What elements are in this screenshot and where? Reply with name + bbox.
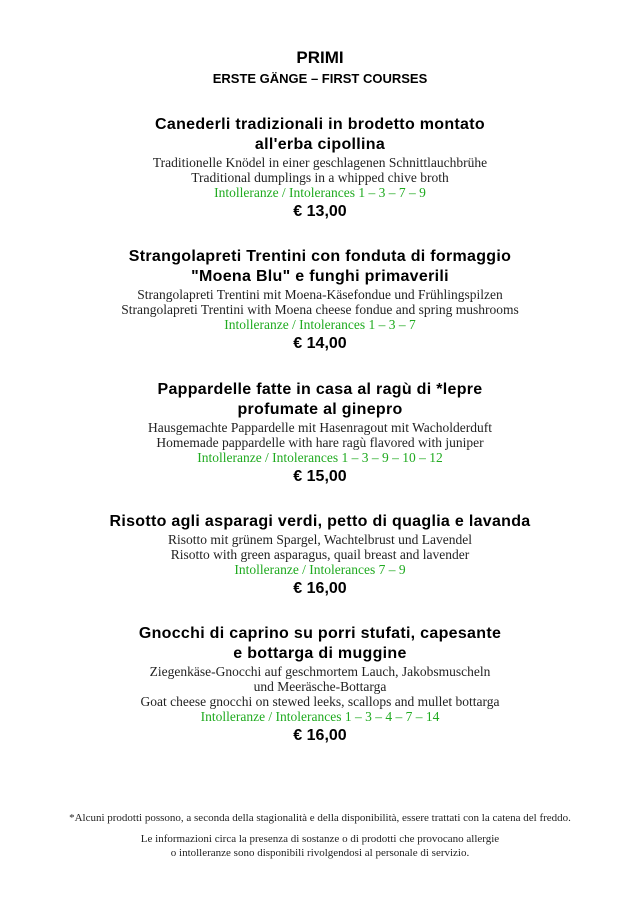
dish-title: e bottarga di muggine [233,645,407,662]
dish-description-en: Homemade pappardelle with hare ragù flavored with juniper [156,435,484,450]
price: € 13,00 [293,203,347,220]
dish-description-de: Risotto mit grünem Spargel, Wachtelbrust und Lavendel [168,532,472,547]
intolerances: Intolleranze / Intolerances 1 – 3 – 4 – 7 – 14 [200,709,440,724]
allergy-note: Le informazioni circa la presenza di sostanze o di prodotti che provocano allergie [140,833,500,845]
dish-description-en: Risotto with green asparagus, quail breast and lavender [170,547,470,562]
section-title: PRIMI [296,48,344,67]
allergy-note: o intolleranze sono disponibili rivolgendosi al personale di servizio. [170,847,470,859]
dish-description-de: Traditionelle Knödel in einer geschlagenen Schnittlauchbrühe [152,155,488,170]
menu-item [0,247,640,356]
section-subtitle: ERSTE GÄNGE – FIRST COURSES [212,71,428,86]
menu-item [0,115,640,224]
dish-title: Risotto agli asparagi verdi, petto di quaglia e lavanda [109,513,531,530]
dish-title: Pappardelle fatte in casa al ragù di *lepre [157,381,483,398]
intolerances: Intolleranze / Intolerances 1 – 3 – 9 – 10 – 12 [197,450,443,465]
dish-title: Strangolapreti Trentini con fonduta di formaggio [128,248,512,265]
dish-description-de: Strangolapreti Trentini mit Moena-Käsefondue und Frühlingspilzen [137,287,503,302]
intolerances: Intolleranze / Intolerances 7 – 9 [234,562,406,577]
dish-description-en: Strangolapreti Trentini with Moena cheese fondue and spring mushrooms [121,302,519,317]
price: € 16,00 [293,580,347,597]
dish-description-de: Ziegenkäse-Gnocchi auf geschmortem Lauch, Jakobsmuscheln [149,664,491,679]
dish-title: all'erba cipollina [254,136,386,153]
dish-description-de: Hausgemachte Pappardelle mit Hasenragout mit Wacholderduft [148,420,492,435]
cold-chain-note: *Alcuni prodotti possono, a seconda della stagionalità e della disponibilità, essere trattati con la catena del freddo. [69,812,571,824]
price: € 14,00 [293,335,347,352]
menu-item [0,624,640,748]
dish-title: profumate al ginepro [237,401,403,418]
price: € 15,00 [293,468,347,485]
intolerances: Intolleranze / Intolerances 1 – 3 – 7 [224,317,416,332]
dish-title: "Moena Blu" e funghi primaverili [191,268,449,285]
menu-item [0,380,640,489]
dish-description-en: Traditional dumplings in a whipped chive broth [191,170,449,185]
dish-description-de: und Meeräsche-Bottarga [253,679,387,694]
dish-title: Canederli tradizionali in brodetto montato [155,116,485,133]
intolerances: Intolleranze / Intolerances 1 – 3 – 7 – 9 [214,185,426,200]
price: € 16,00 [293,727,347,744]
dish-title: Gnocchi di caprino su porri stufati, capesante [138,625,502,642]
dish-description-en: Goat cheese gnocchi on stewed leeks, scallops and mullet bottarga [140,694,500,709]
menu-item [0,512,640,601]
